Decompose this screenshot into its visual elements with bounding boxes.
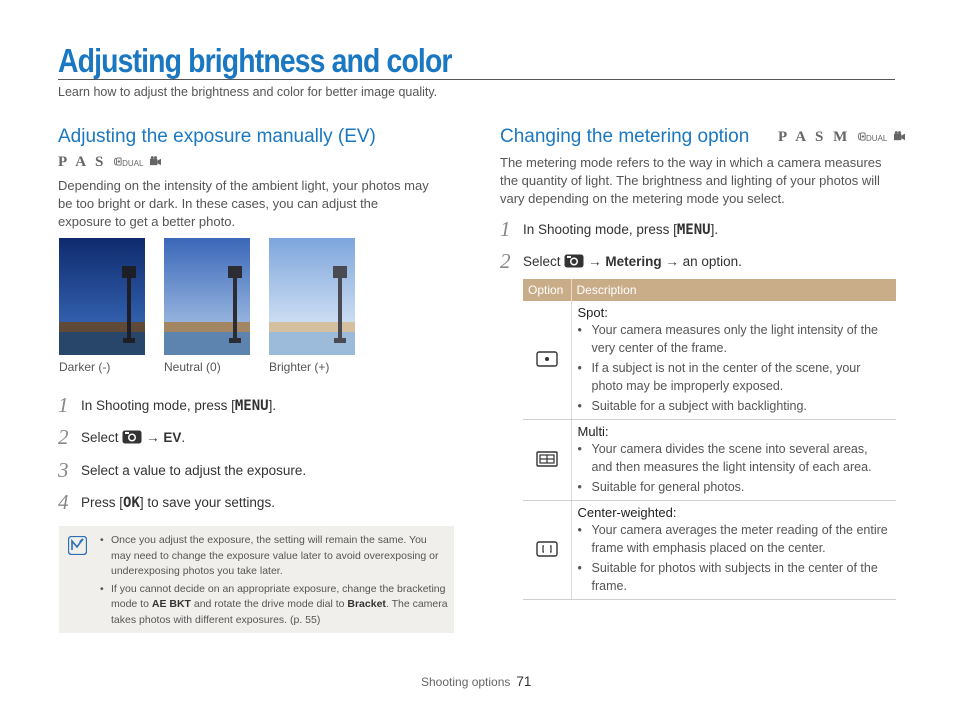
list-item: • Suitable for general photos. (578, 478, 891, 496)
ev-step-4: Press [OK] to save your settings. (81, 495, 275, 511)
note-item: • Once you adjust the exposure, the setting will remain the same. You may need to change the exposure value later to avoid overexposing or underexposing photos you take later. (98, 533, 448, 580)
table-row (523, 501, 896, 600)
ev-section-heading: Adjusting the exposure manually (EV) (58, 126, 376, 147)
ev-step-3-number: 3 (58, 458, 69, 482)
multi-metering-icon (536, 450, 558, 468)
column-header-description: Description (571, 279, 896, 301)
ev-shooting-modes (58, 154, 161, 171)
dual-label: DUAL (866, 134, 888, 143)
page-number: 71 (516, 674, 532, 689)
list-item: • Suitable for photos with subjects in the center of the frame. (578, 559, 891, 595)
note-icon (68, 536, 87, 555)
camera-icon (564, 254, 584, 268)
spot-metering-icon (536, 350, 558, 368)
ev-step-1-number: 1 (58, 393, 69, 417)
menu-key: MENU (676, 222, 711, 238)
list-item: • If a subject is not in the center of the scene, your photo may be improperly exposed. (578, 359, 891, 395)
table-row (523, 420, 896, 501)
photo-darker (59, 238, 145, 355)
list-item: • Your camera averages the meter reading of the entire frame with emphasis placed on the center. (578, 521, 891, 557)
dual-label: DUAL (122, 159, 144, 168)
ev-step-4-number: 4 (58, 490, 69, 514)
caption-darker: Darker (-) (59, 360, 111, 374)
dual-is-icon (857, 131, 866, 142)
ev-step-2: Select → EV. (81, 430, 186, 445)
movie-mode-icon (894, 131, 905, 142)
ok-key: OK (123, 495, 140, 511)
ev-mode-letters: P A S (58, 154, 107, 170)
movie-mode-icon (150, 156, 161, 167)
ev-step-3: Select a value to adjust the exposure. (81, 463, 307, 478)
title-divider (58, 79, 895, 80)
list-item: • Suitable for a subject with backlighting. (578, 397, 891, 415)
note-item: • If you cannot decide on an appropriate exposure, change the bracketing mode to AE BKT and rotate the drive mode dial to Bracket. The camera takes photos with different exposures. (p. 55) (98, 582, 448, 629)
page-footer (421, 674, 531, 689)
option-name: Multi: (577, 424, 609, 439)
list-item: • Your camera measures only the light intensity of the very center of the frame. (578, 321, 891, 357)
ev-step-2-number: 2 (58, 425, 69, 449)
page-title: Adjusting brightness and color (58, 42, 452, 79)
note-list (98, 533, 448, 630)
metering-step-1-number: 1 (500, 217, 511, 241)
table-row (523, 301, 896, 420)
camera-icon (122, 430, 142, 444)
menu-key: MENU (234, 398, 269, 414)
column-header-option: Option (523, 279, 571, 301)
option-name: Spot: (577, 305, 608, 320)
ev-intro-text: Depending on the intensity of the ambient light, your photos may be too bright or dark. In these cases, you can adjust the exposure to get a better photo. (58, 178, 429, 229)
metering-step-2-number: 2 (500, 249, 511, 273)
center-weighted-metering-icon (536, 540, 558, 558)
ev-step-1: In Shooting mode, press [MENU]. (81, 398, 277, 414)
page-subtitle: Learn how to adjust the brightness and color for better image quality. (58, 85, 438, 99)
footer-section: Shooting options (421, 675, 511, 689)
metering-options-table (523, 279, 896, 600)
photo-brighter (269, 238, 355, 355)
metering-mode-letters: P A S M (778, 129, 851, 145)
ev-menu-item: EV (163, 430, 182, 445)
metering-shooting-modes (778, 129, 905, 146)
metering-intro-text: The metering mode refers to the way in which a camera measures the quantity of light. The brightness and lighting of your photos will vary depending on the metering mode you select. (500, 155, 882, 206)
metering-step-2: Select → Metering → an option. (523, 254, 742, 269)
list-item: • Your camera divides the scene into several areas, and then measures the light intensity of each area. (578, 440, 891, 476)
dual-is-icon (113, 156, 122, 167)
option-name: Center-weighted: (577, 505, 677, 520)
caption-neutral: Neutral (0) (164, 360, 221, 374)
note-box (59, 526, 454, 633)
metering-section-heading: Changing the metering option (500, 126, 750, 147)
caption-brighter: Brighter (+) (269, 360, 330, 374)
metering-step-1: In Shooting mode, press [MENU]. (523, 222, 719, 238)
photo-neutral (164, 238, 250, 355)
metering-menu-item: Metering (605, 254, 662, 269)
